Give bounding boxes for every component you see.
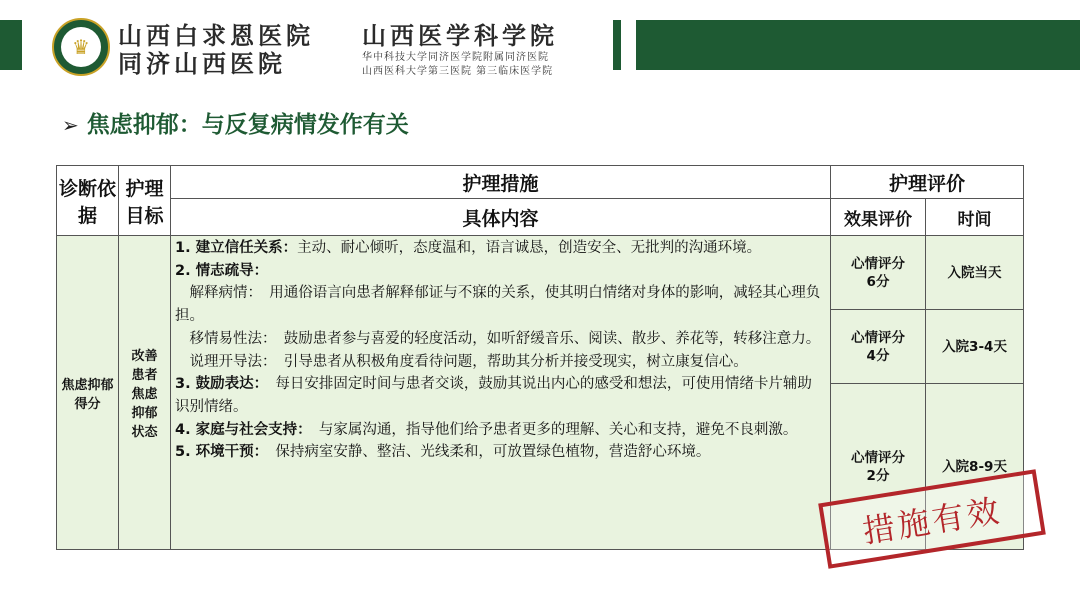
- content-item-4: 4. 家庭与社会支持： 与家属沟通，指导他们给予患者更多的理解、关心和支持，避免不良刺激。: [175, 421, 798, 438]
- hospital-name-3: 山西医学科学院: [362, 21, 558, 50]
- effect-cell-2: 心情评分4分: [831, 310, 926, 384]
- effective-stamp: 措施有效: [818, 469, 1046, 569]
- slide-title: [62, 106, 409, 139]
- header-bar-right: [636, 20, 1080, 70]
- slide-title-text: 焦虑抑郁：与反复病情发作有关: [86, 112, 409, 138]
- header-effect: 效果评价: [831, 199, 926, 236]
- nursing-table: [56, 165, 1024, 550]
- content-item-5: 5. 环境干预： 保持病室安静、整洁、光线柔和，可放置绿色植物，营造舒心环境。: [175, 444, 711, 461]
- hospital-affiliation-1: 华中科技大学同济医学院附属同济医院: [362, 52, 549, 63]
- hospital-affiliation-2: 山西医科大学第三医院 第三临床医学院: [362, 66, 554, 77]
- header-separator: [613, 20, 621, 70]
- hospital-logo: [52, 18, 110, 76]
- header-goal: 护理目标: [119, 166, 171, 236]
- content-item-1: 1. 建立信任关系：主动、耐心倾听，态度温和，语言诚恳，创造安全、无批判的沟通环境。: [175, 240, 762, 256]
- header-measures: 护理措施: [171, 166, 831, 199]
- header-time: 时间: [926, 199, 1024, 236]
- content-item-2a: 解释病情： 用通俗语言向患者解释郁证与不寐的关系，使其明白情绪对身体的影响，减轻其心理负担。: [175, 285, 821, 325]
- time-cell-2: 入院3-4天: [926, 310, 1024, 384]
- content-item-2: 2. 情志疏导：: [175, 262, 269, 279]
- header-evaluation: 护理评价: [831, 166, 1024, 199]
- effect-cell-1: 心情评分6分: [831, 236, 926, 310]
- goal-cell: 改善患者焦虑抑郁状态: [119, 236, 171, 550]
- time-cell-3: 入院8-9天: [926, 384, 1024, 550]
- effect-cell-3: 心情评分2分: [831, 384, 926, 550]
- content-cell: [171, 236, 831, 550]
- header-content: 具体内容: [171, 199, 831, 236]
- header-diagnosis: 诊断依据: [57, 166, 119, 236]
- header-bar-left: [0, 20, 22, 70]
- arrow-bullet-icon: ➢: [62, 113, 79, 137]
- content-item-3: 3. 鼓励表达： 每日安排固定时间与患者交谈，鼓励其说出内心的感受和想法，可使用情绪卡片辅助识别情绪。: [175, 376, 812, 415]
- time-cell-1: 入院当天: [926, 236, 1024, 310]
- crown-icon: ♛: [61, 27, 101, 67]
- content-item-2c: 说理开导法： 引导患者从积极角度看待问题，帮助其分析并接受现实，树立康复信心。: [175, 353, 748, 370]
- hospital-name-1: 山西白求恩医院: [118, 21, 314, 50]
- diagnosis-cell: 焦虑抑郁得分: [57, 236, 119, 550]
- content-item-2b: 移情易性法： 鼓励患者参与喜爱的轻度活动，如听舒缓音乐、阅读、散步、养花等，转移注意力。: [175, 330, 821, 347]
- hospital-name-2: 同济山西医院: [118, 49, 286, 78]
